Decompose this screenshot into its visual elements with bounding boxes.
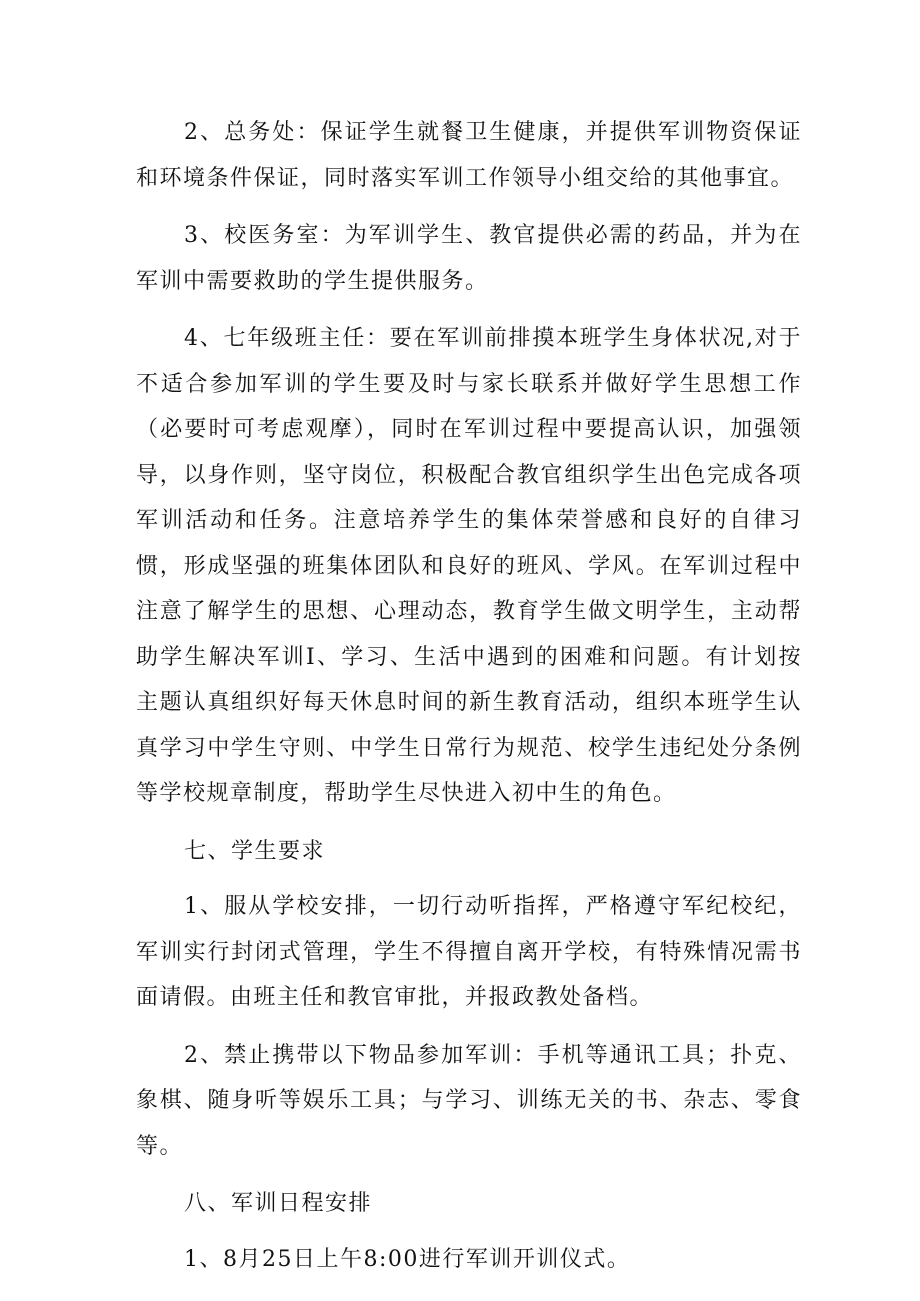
paragraph-prohibited-items: 2、禁止携带以下物品参加军训：手机等通讯工具；扑克、象棋、随身听等娱乐工具；与学习、训练无关的书、杂志、零食等。 <box>136 1042 802 1159</box>
section-heading-student-requirements: 七、学生要求 <box>184 838 326 864</box>
paragraph-general-affairs: 2、总务处：保证学生就餐卫生健康，并提供军训物资保证和环境条件保证，同时落实军训工作领导小组交给的其他事宜。 <box>136 120 802 191</box>
section-heading-training-schedule: 八、军训日程安排 <box>184 1191 373 1216</box>
paragraph-school-clinic: 3、校医务室：为军训学生、教官提供必需的药品，并为在军训中需要救助的学生提供服务。 <box>136 223 802 294</box>
paragraph-class-teachers: 4、七年级班主任：要在军训前排摸本班学生身体状况,对于不适合参加军训的学生要及时与家长联系并做好学生思想工作（必要时可考虑观摩），同时在军训过程中要提高认识，加强领导，以身作则，坚守岗位，积极配合教官组织学生出色完成各项军训活动和任务。注意培养学生的集体荣誉感和良好的自律习惯，形成坚强的班集体团队和良好的班风、学风。在军训过程中注意了解学生的思想、心理动态，教育学生做文明学生，主动帮助学生解决军训I、学习、生活中遇到的困难和问题。有计划按主题认真组织好每天休息时间的新生教育活动，组织本班学生认真学习中学生守则、中学生日常行为规范、校学生违纪处分条例等学校规章制度，帮助学生尽快进入初中生的角色。 <box>136 326 802 806</box>
paragraph-obey-school-arrangements: 1、服从学校安排，一切行动听指挥，严格遵守军纪校纪，军训实行封闭式管理，学生不得擅自离开学校，有特殊情况需书面请假。由班主任和教官审批，并报政教处备档。 <box>136 894 802 1010</box>
paragraph-opening-ceremony: 1、8月25日上午8:00进行军训开训仪式。 <box>184 1246 631 1272</box>
